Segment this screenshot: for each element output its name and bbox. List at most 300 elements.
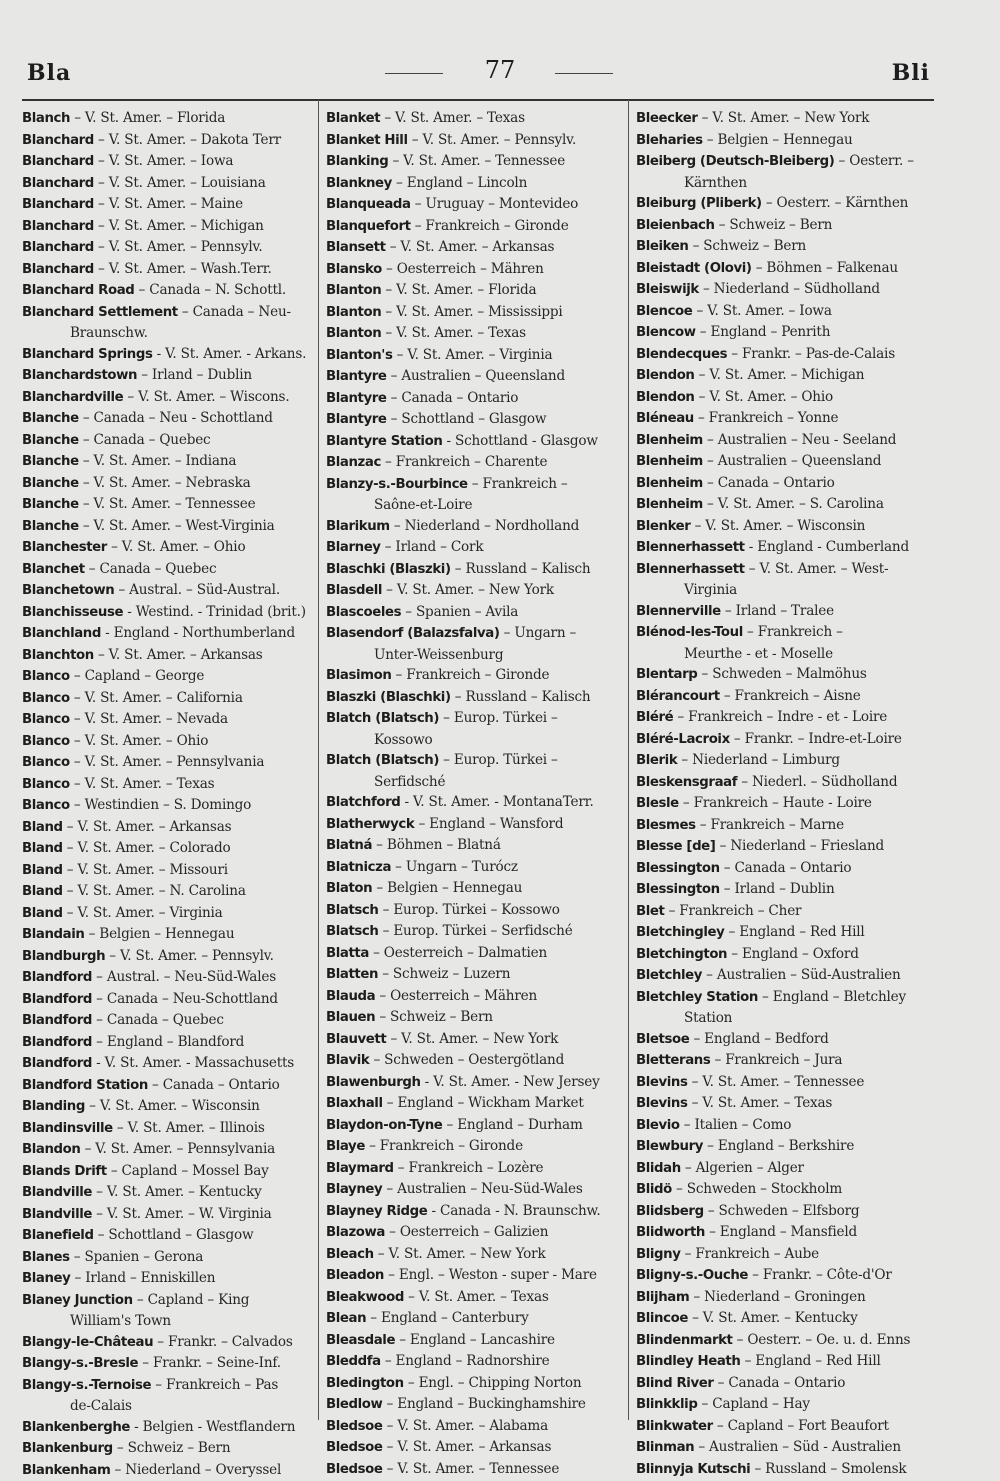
gazetteer-entry	[22, 1182, 314, 1204]
gazetteer-entry	[326, 1416, 622, 1438]
entry-headword: Blendecques	[636, 347, 727, 362]
gazetteer-entry	[326, 1330, 622, 1352]
entry-location: - Schottland - Glasgow	[442, 433, 597, 449]
entry-location: – Niederland – Groningen	[689, 1289, 865, 1305]
entry-location: – Belgien – Hennegau	[84, 926, 234, 942]
gazetteer-entry	[22, 1268, 314, 1290]
entry-location: – England – Wickham Market	[383, 1095, 584, 1111]
entry-location: – Europ. Türkei –	[439, 710, 558, 726]
entry-location: – V. St. Amer. – Texas	[70, 776, 215, 792]
entry-location: – V. St. Amer. – Virginia	[63, 905, 223, 921]
entry-headword: Blaszki (Blaschki)	[326, 690, 451, 705]
entry-headword: Blanchard	[22, 262, 94, 277]
entry-headword: Blesmes	[636, 818, 696, 833]
entry-location: – Australien – Süd-Australien	[702, 967, 900, 983]
entry-location: – Australien – Queensland	[703, 453, 881, 469]
gazetteer-entry	[22, 451, 314, 473]
gazetteer-entry	[22, 903, 314, 925]
entry-location: – V. St. Amer. – Florida	[70, 110, 225, 126]
entry-headword: Bleiken	[636, 239, 688, 254]
entry-location: – Frankr. – Seine-Inf.	[138, 1355, 281, 1371]
entry-headword: Blanco	[22, 669, 70, 684]
entry-headword: Blessington	[636, 861, 720, 876]
gazetteer-entry	[636, 1244, 928, 1266]
gazetteer-entry	[326, 151, 622, 173]
gazetteer-entry	[326, 1158, 622, 1180]
entry-location: – V. St. Amer. – Texas	[380, 110, 525, 126]
entry-location: – England – Penrith	[696, 324, 831, 340]
entry-location: – V. St. Amer. – Dakota Terr	[94, 132, 281, 148]
entry-location: – Frankreich – Pas	[151, 1377, 278, 1393]
entry-location: – Frankreich – Gironde	[365, 1138, 523, 1154]
entry-location: – V. St. Amer. – Pennsylv.	[94, 239, 263, 255]
entry-headword: Blatherwyck	[326, 817, 414, 832]
entry-headword: Blenheim	[636, 433, 703, 448]
gazetteer-entry	[22, 494, 314, 516]
entry-headword: Blansko	[326, 262, 382, 277]
entry-location: – Canada – Ontario	[720, 860, 852, 876]
gazetteer-entry	[326, 1029, 622, 1051]
entry-headword: Blidsberg	[636, 1204, 704, 1219]
entry-location: – V. St. Amer. – Tennessee	[688, 1074, 865, 1090]
entry-location: – V. St. Amer. – Nebraska	[79, 475, 251, 491]
gazetteer-entry	[326, 708, 622, 730]
entry-headword: Bletsoe	[636, 1032, 689, 1047]
entry-location: – England – Oxford	[727, 946, 859, 962]
entry-location: – V. St. Amer. – Iowa	[94, 153, 233, 169]
entry-location: – V. St. Amer. – Kentucky	[92, 1184, 262, 1200]
entry-headword: Blandain	[22, 927, 84, 942]
entry-headword: Bleasdale	[326, 1333, 395, 1348]
entry-location: – Uruguay – Montevideo	[411, 196, 579, 212]
entry-location: – Oesterreich – Dalmatien	[369, 945, 547, 961]
entry-headword: Bleharies	[636, 133, 703, 148]
column-separator-2	[628, 100, 629, 1420]
entry-headword: Blanchester	[22, 540, 107, 555]
entry-headword: Blennerhassett	[636, 540, 745, 555]
gazetteer-entry	[22, 108, 314, 130]
gazetteer-entry	[22, 967, 314, 989]
entry-location: – England – Durham	[442, 1117, 582, 1133]
entry-location: – England – Buckinghamshire	[382, 1396, 585, 1412]
entry-headword: Blentarp	[636, 667, 697, 682]
gazetteer-entry	[22, 731, 314, 753]
entry-location: – V. St. Amer. – New York	[697, 110, 869, 126]
entry-location: – England – Blandford	[92, 1034, 244, 1050]
gazetteer-entry	[22, 430, 314, 452]
entry-column-3	[636, 108, 928, 1480]
entry-continuation: Virginia	[636, 580, 928, 601]
entry-location: – Belgien – Hennegau	[703, 132, 853, 148]
gazetteer-entry	[22, 752, 314, 774]
gazetteer-entry	[636, 236, 928, 258]
entry-headword: Blanchard	[22, 154, 94, 169]
entry-headword: Blaymard	[326, 1161, 394, 1176]
gazetteer-entry	[22, 645, 314, 667]
entry-location: – Frankr. – Calvados	[153, 1334, 293, 1350]
gazetteer-entry	[636, 922, 928, 944]
entry-headword: Blasendorf (Balazsfalva)	[326, 626, 500, 641]
gazetteer-entry	[326, 323, 622, 345]
gazetteer-entry	[326, 986, 622, 1008]
entry-location: – V. St. Amer. – Louisiana	[94, 175, 266, 191]
entry-location: – Engl. – Chipping Norton	[404, 1375, 582, 1391]
entry-location: – V. St. Amer. – New York	[386, 1031, 558, 1047]
gazetteer-entry	[636, 879, 928, 901]
entry-location: – V. St. Amer. – California	[70, 690, 243, 706]
entry-headword: Blanchardstown	[22, 368, 137, 383]
gazetteer-entry	[22, 151, 314, 173]
gazetteer-entry	[636, 1179, 928, 1201]
entry-location: – V. St. Amer. – Tennessee	[383, 1461, 560, 1477]
entry-headword: Blauda	[326, 989, 375, 1004]
entry-headword: Blansett	[326, 240, 386, 255]
gazetteer-entry	[636, 451, 928, 473]
entry-headword: Blankenberghe	[22, 1420, 130, 1435]
entry-headword: Bland	[22, 841, 63, 856]
entry-location: – Irland – Enniskillen	[70, 1270, 215, 1286]
entry-location: – Irland – Tralee	[721, 603, 834, 619]
entry-headword: Blandford	[22, 1013, 92, 1028]
entry-headword: Blessington	[636, 882, 720, 897]
gazetteer-entry	[326, 130, 622, 152]
entry-location: – Canada – Quebec	[79, 432, 211, 448]
entry-location: – V. St. Amer. – Illinois	[113, 1120, 265, 1136]
entry-location: – Canada – Neu - Schottland	[79, 410, 273, 426]
gazetteer-entry	[22, 1375, 314, 1397]
entry-location: – V. St. Amer. – Maine	[94, 196, 243, 212]
gazetteer-entry	[636, 301, 928, 323]
page-number: 77	[0, 56, 1000, 84]
gazetteer-entry	[326, 280, 622, 302]
entry-location: – V. St. Amer. – Virginia	[392, 347, 552, 363]
gazetteer-entry	[326, 194, 622, 216]
entry-headword: Blanche	[22, 411, 79, 426]
entry-headword: Blanchard	[22, 176, 94, 191]
gazetteer-entry	[326, 1308, 622, 1330]
entry-location: – Frankreich – Aisne	[720, 688, 861, 704]
entry-location: – England – Berkshire	[703, 1138, 854, 1154]
entry-location: – Australien – Neu - Seeland	[703, 432, 896, 448]
entry-location: – Frankr. – Pas-de-Calais	[727, 346, 895, 362]
entry-location: – Schottland – Glasgow	[387, 411, 547, 427]
gazetteer-entry	[636, 1394, 928, 1416]
entry-location: – Frankreich – Indre - et - Loire	[673, 709, 887, 725]
gazetteer-entry	[636, 1330, 928, 1352]
entry-headword: Bleakwood	[326, 1290, 404, 1305]
entry-location: – Capland – Fort Beaufort	[713, 1418, 889, 1434]
entry-headword: Blatsch	[326, 924, 379, 939]
entry-location: – Niederl. – Südholland	[737, 774, 897, 790]
entry-location: – Ungarn – Turócz	[391, 859, 518, 875]
entry-headword: Bland	[22, 884, 63, 899]
entry-headword: Blauen	[326, 1010, 375, 1025]
gazetteer-entry	[636, 1416, 928, 1438]
gazetteer-entry	[636, 858, 928, 880]
entry-location: – Frankreich –	[468, 476, 568, 492]
gazetteer-entry	[636, 987, 928, 1009]
entry-location: – Capland – Hay	[697, 1396, 809, 1412]
gazetteer-entry	[326, 1072, 622, 1094]
entry-location: – Frankreich – Gironde	[411, 218, 569, 234]
entry-location: – Canada – Ontario	[703, 475, 835, 491]
entry-location: – England – Bletchley	[758, 989, 906, 1005]
gazetteer-entry	[22, 580, 314, 602]
entry-location: – Oesterr. –	[834, 153, 913, 169]
entry-headword: Bland	[22, 820, 63, 835]
gazetteer-entry	[22, 387, 314, 409]
entry-location: – Europ. Türkei – Serfidsché	[379, 923, 573, 939]
gazetteer-entry	[22, 1332, 314, 1354]
entry-headword: Blandville	[22, 1185, 92, 1200]
entry-location: - V. St. Amer. - Arkans.	[152, 346, 306, 362]
entry-headword: Blankenham	[22, 1463, 110, 1478]
gazetteer-entry	[22, 559, 314, 581]
gazetteer-entry	[326, 900, 622, 922]
gazetteer-entry	[326, 1351, 622, 1373]
entry-headword: Blanchard	[22, 133, 94, 148]
entry-location: – England – Lincoln	[392, 175, 527, 191]
entry-location: – Frankreich – Lozère	[394, 1160, 544, 1176]
gazetteer-entry	[636, 1308, 928, 1330]
gazetteer-entry	[22, 516, 314, 538]
entry-headword: Blerik	[636, 753, 677, 768]
gazetteer-entry	[22, 795, 314, 817]
entry-location: – Schweiz – Bern	[375, 1009, 493, 1025]
entry-headword: Blean	[326, 1311, 366, 1326]
entry-headword: Blevins	[636, 1096, 688, 1111]
gazetteer-entry	[22, 860, 314, 882]
entry-headword: Blanton	[326, 283, 381, 298]
gazetteer-entry	[22, 709, 314, 731]
entry-headword: Blayney Ridge	[326, 1204, 427, 1219]
entry-headword: Blenheim	[636, 476, 703, 491]
page-header	[0, 56, 1000, 92]
entry-location: – Canada – Neu-	[178, 304, 291, 320]
entry-headword: Blind River	[636, 1376, 714, 1391]
entry-location: – Schweiz – Luzern	[378, 966, 510, 982]
entry-location: – Frankreich – Yonne	[694, 410, 839, 426]
gazetteer-entry	[636, 322, 928, 344]
entry-headword: Bletchingley	[636, 925, 724, 940]
gazetteer-entry	[326, 1093, 622, 1115]
entry-location: – V. St. Amer. – Arkansas	[63, 819, 232, 835]
entry-location: – Canada – N. Schottl.	[134, 282, 286, 298]
entry-location: – Oesterreich – Mähren	[375, 988, 537, 1004]
gazetteer-entry	[636, 215, 928, 237]
entry-headword: Blincoe	[636, 1311, 688, 1326]
gazetteer-entry	[22, 1438, 314, 1460]
gazetteer-entry	[636, 1201, 928, 1223]
gazetteer-entry	[636, 1136, 928, 1158]
entry-location: – Schweiz – Bern	[688, 238, 806, 254]
gazetteer-entry	[326, 1115, 622, 1137]
entry-headword: Bland	[22, 906, 63, 921]
entry-headword: Blanefield	[22, 1228, 94, 1243]
entry-location: – Russland – Kalisch	[451, 689, 591, 705]
entry-headword: Bledsoe	[326, 1419, 383, 1434]
entry-headword: Bletchley Station	[636, 990, 758, 1005]
entry-headword: Blanche	[22, 433, 79, 448]
entry-headword: Blijham	[636, 1290, 689, 1305]
header-rule	[22, 99, 934, 101]
gazetteer-entry	[326, 1394, 622, 1416]
gazetteer-entry	[326, 237, 622, 259]
gazetteer-entry	[326, 814, 622, 836]
gazetteer-entry	[636, 1265, 928, 1287]
entry-location: – Algerien – Alger	[681, 1160, 804, 1176]
gazetteer-entry	[636, 772, 928, 794]
entry-headword: Blidworth	[636, 1225, 705, 1240]
gazetteer-entry	[22, 688, 314, 710]
gazetteer-entry	[22, 1204, 314, 1226]
gazetteer-entry	[22, 1010, 314, 1032]
entry-location: – England – Bedford	[689, 1031, 828, 1047]
entry-location: – V. St. Amer. – Michigan	[695, 367, 865, 383]
gazetteer-entry	[326, 1179, 622, 1201]
gazetteer-entry	[22, 1096, 314, 1118]
gazetteer-entry	[22, 666, 314, 688]
entry-headword: Blanes	[22, 1250, 70, 1265]
entry-headword: Blandville	[22, 1207, 92, 1222]
gazetteer-entry	[636, 729, 928, 751]
gazetteer-entry	[326, 1373, 622, 1395]
gazetteer-entry	[22, 237, 314, 259]
entry-location: – Ungarn –	[500, 625, 577, 641]
gazetteer-entry	[326, 452, 622, 474]
entry-headword: Blandburgh	[22, 949, 105, 964]
entry-headword: Blevio	[636, 1118, 680, 1133]
entry-location: – Spanien – Avila	[401, 604, 518, 620]
entry-location: – V. St. Amer. – Pennsylvania	[80, 1141, 275, 1157]
gazetteer-entry	[326, 792, 622, 814]
entry-continuation: Serfidsché	[326, 772, 622, 793]
gazetteer-entry	[326, 943, 622, 965]
entry-location: – Canada – Neu-Schottland	[92, 991, 278, 1007]
entry-location: – V. St. Amer. – Indiana	[79, 453, 237, 469]
entry-headword: Blanco	[22, 755, 70, 770]
entry-location: – Austral. – Neu-Süd-Wales	[92, 969, 276, 985]
entry-location: – V. St. Amer. – Wisconsin	[85, 1098, 260, 1114]
gazetteer-entry	[22, 881, 314, 903]
gazetteer-entry	[326, 1007, 622, 1029]
entry-headword: Blindley Heath	[636, 1354, 740, 1369]
entry-location: – V. St. Amer. – Texas	[404, 1289, 549, 1305]
entry-location: – V. St. Amer. – Wash.Terr.	[94, 261, 272, 277]
entry-headword: Blantyre	[326, 369, 387, 384]
gazetteer-entry	[636, 344, 928, 366]
gazetteer-entry	[326, 259, 622, 281]
entry-continuation: Kossowo	[326, 730, 622, 751]
entry-headword: Blanket	[326, 111, 380, 126]
entry-location: – Australien – Queensland	[387, 368, 565, 384]
gazetteer-entry	[22, 344, 314, 366]
entry-location: – Engl. – Weston - super - Mare	[384, 1267, 597, 1283]
entry-location: – Irland – Dublin	[137, 367, 252, 383]
entry-location: – Schweiz – Bern	[715, 217, 833, 233]
entry-location: – V. St. Amer. – Texas	[688, 1095, 833, 1111]
gazetteer-entry	[326, 1201, 622, 1223]
entry-headword: Blaye	[326, 1139, 365, 1154]
gazetteer-entry	[22, 1353, 314, 1375]
entry-location: – Oesterreich – Galizien	[385, 1224, 548, 1240]
entry-headword: Blenheim	[636, 497, 703, 512]
entry-headword: Blendon	[636, 390, 695, 405]
gazetteer-entry	[22, 365, 314, 387]
gazetteer-entry	[636, 365, 928, 387]
entry-headword: Blandford	[22, 1035, 92, 1050]
header-right-guideword: Bli	[892, 60, 930, 86]
entry-headword: Blaney Junction	[22, 1293, 133, 1308]
entry-continuation: Meurthe - et - Moselle	[636, 644, 928, 665]
entry-headword: Blanchard Springs	[22, 347, 152, 362]
entry-location: – England – Lancashire	[395, 1332, 555, 1348]
entry-headword: Bleiberg (Deutsch-Bleiberg)	[636, 154, 834, 169]
entry-location: – V. St. Amer. – Florida	[381, 282, 536, 298]
gazetteer-entry	[326, 1265, 622, 1287]
entry-headword: Blencoe	[636, 304, 692, 319]
header-left-guideword: Bla	[27, 60, 71, 86]
gazetteer-entry	[22, 408, 314, 430]
entry-continuation: Station	[636, 1008, 928, 1029]
entry-column-1	[22, 108, 314, 1481]
gazetteer-entry	[22, 1032, 314, 1054]
gazetteer-entry	[636, 622, 928, 644]
entry-headword: Blennerhassett	[636, 562, 745, 577]
entry-headword: Blaxhall	[326, 1096, 383, 1111]
gazetteer-entry	[636, 559, 928, 581]
gazetteer-entry	[636, 686, 928, 708]
entry-location: – Böhmen – Falkenau	[752, 260, 898, 276]
entry-headword: Bletchley	[636, 968, 702, 983]
entry-location: – England – Red Hill	[724, 924, 864, 940]
gazetteer-entry	[326, 602, 622, 624]
gazetteer-entry	[22, 1460, 314, 1481]
gazetteer-entry	[636, 750, 928, 772]
entry-headword: Blankenburg	[22, 1441, 113, 1456]
entry-location: – V. St. Amer. – Pennsylv.	[408, 132, 577, 148]
entry-headword: Blandford	[22, 970, 92, 985]
entry-location: – Oesterr. – Oe. u. d. Enns	[733, 1332, 911, 1348]
entry-location: - Westind. - Trinidad (brit.)	[123, 604, 306, 620]
entry-continuation: Unter-Weissenburg	[326, 645, 622, 666]
gazetteer-entry	[22, 194, 314, 216]
entry-location: – V. St. Amer. – Arkansas	[386, 239, 555, 255]
entry-headword: Blanket Hill	[326, 133, 408, 148]
gazetteer-entry	[22, 259, 314, 281]
gazetteer-entry	[636, 707, 928, 729]
gazetteer-entry	[326, 409, 622, 431]
entry-headword: Bletterans	[636, 1053, 710, 1068]
entry-headword: Blatten	[326, 967, 378, 982]
entry-headword: Blanchard	[22, 197, 94, 212]
entry-location: – Schweiz – Bern	[113, 1440, 231, 1456]
gazetteer-entry	[636, 387, 928, 409]
entry-headword: Blanchard Settlement	[22, 305, 178, 320]
gazetteer-entry	[326, 216, 622, 238]
entry-location: – V. St. Amer. – West-	[745, 561, 889, 577]
entry-location: – Niederland – Friesland	[715, 838, 884, 854]
gazetteer-entry	[22, 173, 314, 195]
entry-headword: Blenker	[636, 519, 690, 534]
entry-location: – Niederland – Südholland	[699, 281, 880, 297]
entry-location: – V. St. Amer. – Arkansas	[383, 1439, 552, 1455]
entry-location: – Italien – Como	[680, 1117, 792, 1133]
entry-headword: Blanton	[326, 305, 381, 320]
gazetteer-entry	[636, 793, 928, 815]
entry-headword: Blands Drift	[22, 1164, 107, 1179]
entry-continuation: Braunschw.	[22, 323, 314, 344]
